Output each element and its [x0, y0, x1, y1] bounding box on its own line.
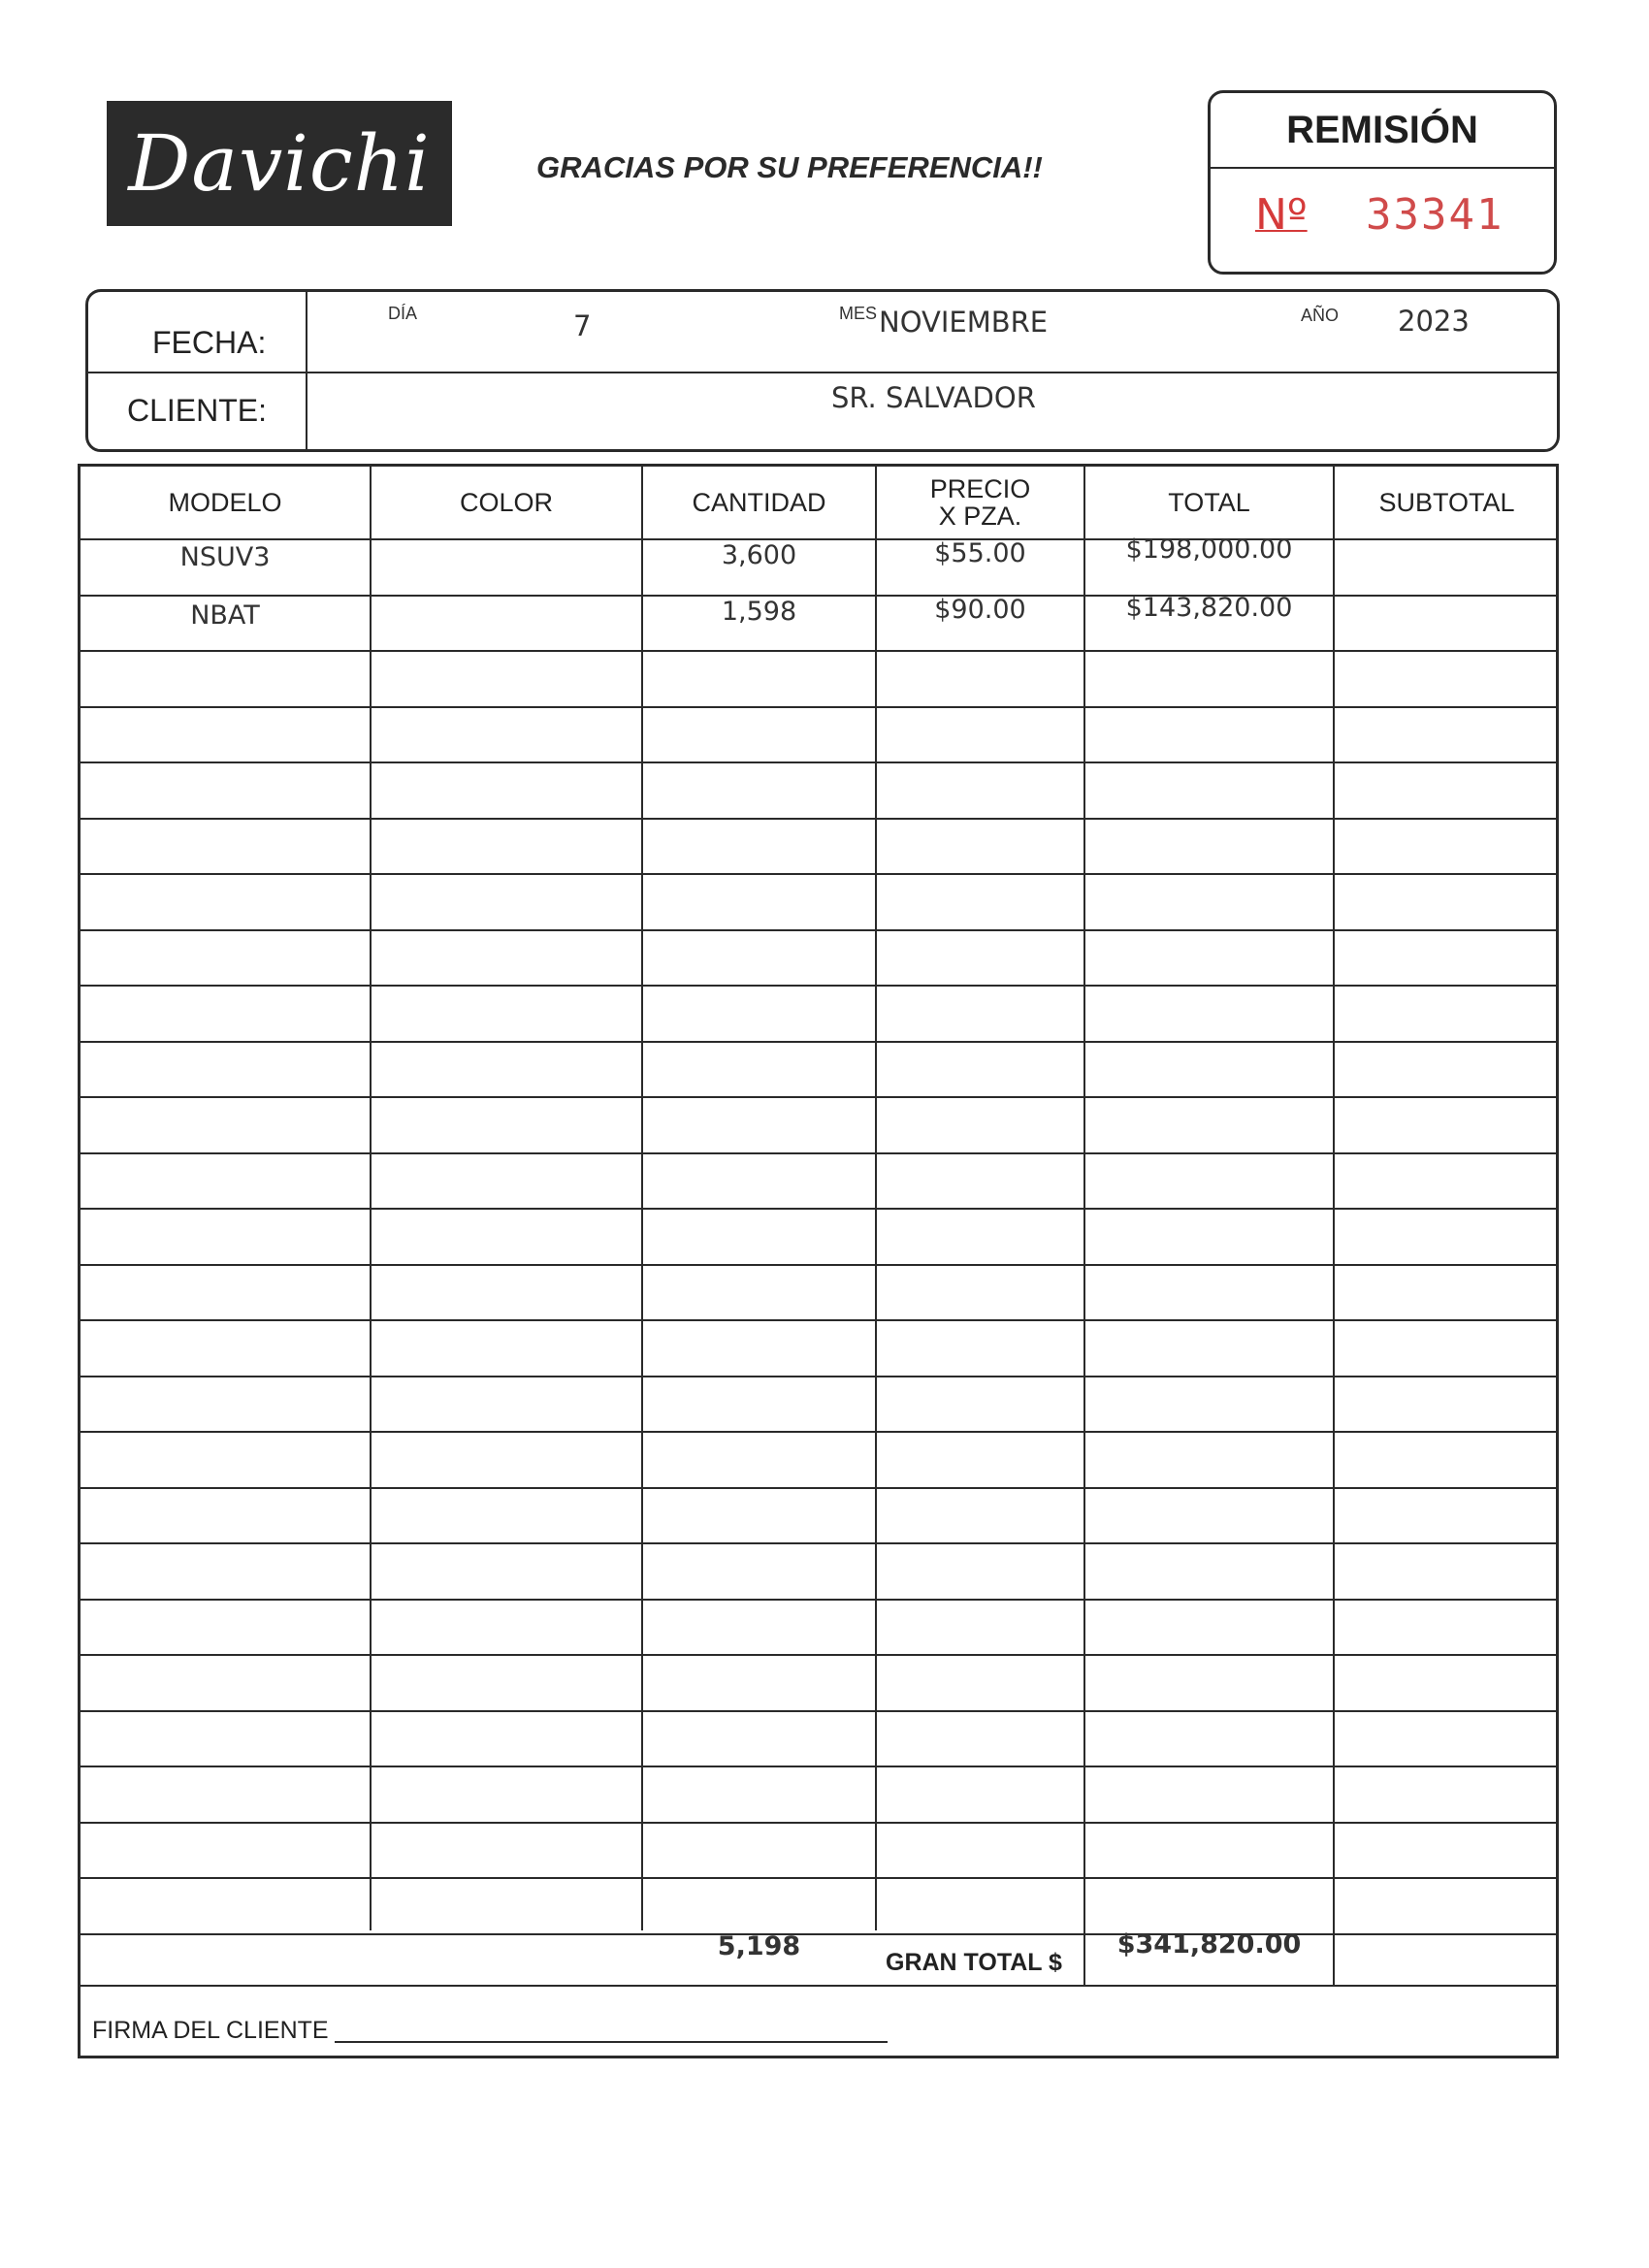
- company-logo: [107, 101, 452, 226]
- row-line: [81, 1877, 1556, 1879]
- dia-label: DÍA: [388, 304, 418, 323]
- remision-box: [1208, 90, 1557, 275]
- row-line: [81, 1264, 1556, 1266]
- row-line: [81, 1710, 1556, 1712]
- firma-line[interactable]: [335, 2041, 888, 2043]
- precio-header-line1: PRECIO: [929, 473, 1031, 503]
- fecha-label: FECHA:: [152, 325, 267, 360]
- row-line: [81, 706, 1556, 708]
- row-2-cantidad: 1,598: [721, 597, 797, 627]
- folio-prefix: Nº: [1255, 190, 1308, 240]
- mes-value: NOVIEMBRE: [879, 306, 1049, 339]
- cliente-value: SR. SALVADOR: [831, 381, 1036, 414]
- row-line: [81, 1319, 1556, 1321]
- anio-value: 2023: [1398, 305, 1470, 338]
- logo-text: Davichi: [128, 117, 431, 209]
- column-header-total: TOTAL: [1168, 487, 1250, 517]
- row-line: [81, 1152, 1556, 1154]
- gran-total-label: GRAN TOTAL $: [886, 1949, 1062, 1976]
- column-divider: [1083, 467, 1085, 1985]
- row-1-modelo: NSUV3: [179, 542, 271, 572]
- row-line: [81, 1766, 1556, 1767]
- row-line: [81, 650, 1556, 652]
- row-line: [81, 1487, 1556, 1489]
- items-table: [78, 464, 1559, 2058]
- column-header-color: COLOR: [459, 487, 554, 517]
- info-box: [85, 289, 1560, 452]
- row-line: [81, 929, 1556, 931]
- row-line: [81, 761, 1556, 763]
- row-1-precio: $55.00: [934, 538, 1026, 568]
- folio-number: 33341: [1366, 190, 1504, 240]
- row-line: [81, 1542, 1556, 1544]
- column-header-cantidad: CANTIDAD: [692, 487, 826, 517]
- row-line: [81, 1208, 1556, 1210]
- column-header-modelo: MODELO: [168, 487, 282, 517]
- row-line: [81, 1041, 1556, 1043]
- column-header-precio: [877, 467, 1083, 538]
- column-header-subtotal: SUBTOTAL: [1378, 487, 1515, 517]
- row-1-total: $198,000.00: [1125, 535, 1293, 565]
- anio-label: AÑO: [1301, 306, 1340, 325]
- dia-value: 7: [573, 309, 592, 342]
- column-divider: [1333, 467, 1335, 1985]
- row-line: [81, 985, 1556, 987]
- totals-bottom-line: [81, 1985, 1556, 1987]
- row-line: [81, 1654, 1556, 1656]
- row-2-modelo: NBAT: [190, 600, 260, 631]
- cantidad-total: 5,198: [717, 1931, 801, 1961]
- row-2-precio: $90.00: [934, 595, 1026, 625]
- row-line: [81, 1822, 1556, 1824]
- firma-label: FIRMA DEL CLIENTE: [92, 2017, 329, 2044]
- row-line: [81, 1599, 1556, 1601]
- cliente-label: CLIENTE:: [127, 393, 268, 428]
- row-line: [81, 818, 1556, 820]
- mes-label: MES: [839, 304, 878, 323]
- precio-header-line2: X PZA.: [938, 502, 1022, 531]
- row-line: [81, 1376, 1556, 1377]
- remision-title: REMISIÓN: [1211, 93, 1554, 169]
- info-divider-vertical: [306, 292, 307, 449]
- row-1-cantidad: 3,600: [721, 540, 797, 570]
- tagline: GRACIAS POR SU PREFERENCIA!!: [536, 150, 1043, 184]
- row-line: [81, 1096, 1556, 1098]
- row-2-total: $143,820.00: [1125, 593, 1293, 623]
- row-line: [81, 1431, 1556, 1433]
- gran-total-value: $341,820.00: [1116, 1929, 1302, 1960]
- info-divider-horizontal: [88, 372, 1557, 373]
- row-line: [81, 873, 1556, 875]
